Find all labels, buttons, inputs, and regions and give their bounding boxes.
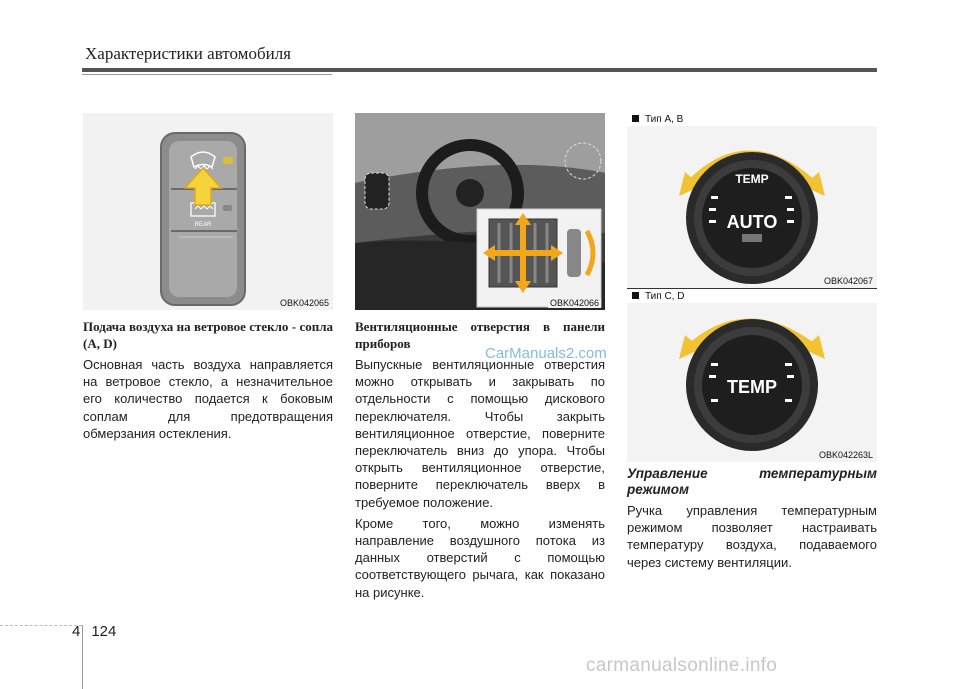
paragraph: Ручка управления температурным режимом позволяет настраивать температуру воздуха, подаваемого через систему вентиляции. — [627, 503, 877, 570]
temp-knob-illustration — [627, 303, 877, 462]
figure-temp-knob — [627, 303, 877, 462]
rear-label: REAR — [194, 222, 212, 228]
figure-separator — [627, 288, 877, 289]
figure-dashboard-vents — [355, 113, 605, 310]
temp-label: TEMP — [735, 172, 769, 186]
temp-label: TEMP — [726, 377, 778, 397]
figure-code: OBK042065 — [279, 298, 329, 308]
page-number — [72, 623, 116, 640]
black-square-icon — [632, 292, 639, 299]
column-1-text — [83, 318, 333, 446]
section-title-defrost: Подача воздуха на ветровое стекло - сопла (А, D) — [83, 319, 333, 351]
indicator-light-icon — [223, 157, 233, 164]
vents-illustration — [355, 113, 605, 310]
footer-rule — [0, 625, 82, 626]
watermark-text: CarManuals2.com — [485, 345, 607, 362]
paragraph: Кроме того, можно изменять направление воздушного потока из данных отверстий с помощью соответствующего рычага, как показано на рисунке. — [355, 515, 605, 600]
figure-code: OBK042067 — [823, 276, 873, 286]
figure-code: OBK042263L — [818, 450, 873, 460]
paragraph: Основная часть воздуха направляется на ветровое стекло, а незначительное его количество подается к боковым соплам для предотвращения обмерзания остекления. — [83, 357, 333, 441]
paragraph: Выпускные вентиляционные отверстия можно открывать и закрывать по отдельности с помощью дискового переключателя. Чтобы закрыть вентиляционное отверстие, поверните переключатель вниз до упора. Чтобы открыть вентиляционное отверстие, поверните переключатель вверх в требуемое положение. — [355, 357, 605, 510]
chapter-number: 4 — [72, 623, 81, 640]
auto-label: AUTO — [726, 212, 778, 232]
section-title-vents: Вентиляционные отверстия в панели приборов — [355, 319, 605, 351]
page-header-title: Характеристики автомобиля — [85, 44, 291, 63]
figure-code: OBK042066 — [549, 298, 599, 308]
black-square-icon — [632, 115, 639, 122]
section-title-temperature: Управление температурным режимом — [627, 466, 877, 497]
header-rule-thin — [82, 74, 332, 75]
figure-defrost-switch — [83, 113, 333, 310]
figure-temp-knob-auto — [627, 126, 877, 288]
footer-watermark: carmanualsonline.info — [586, 655, 778, 676]
defrost-switch-illustration — [83, 113, 333, 310]
page-number-value: 124 — [91, 623, 117, 640]
header-rule — [82, 68, 877, 72]
type-label-ab: Тип A, B — [632, 114, 683, 125]
temp-knob-auto-illustration — [627, 126, 877, 288]
type-label-cd: Тип C, D — [632, 291, 684, 302]
column-3-text — [627, 466, 877, 575]
